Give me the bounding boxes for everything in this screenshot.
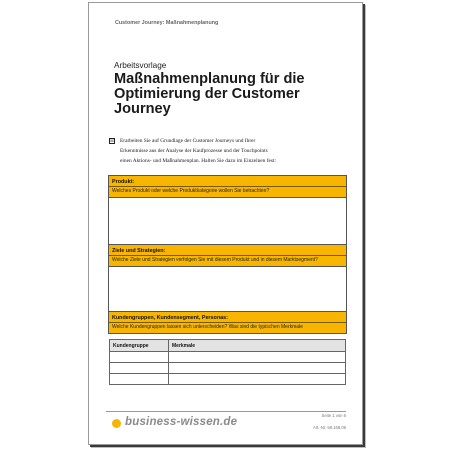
document-page	[88, 2, 363, 445]
checkbox-icon: ☒	[110, 138, 114, 143]
section-header	[108, 175, 347, 198]
section-question: Welches Produkt oder welche Produktkategorie wollen Sie betrachten?	[109, 186, 346, 195]
table-row	[110, 363, 346, 374]
section-ziele	[108, 244, 347, 318]
table-cell[interactable]	[169, 374, 346, 385]
table-cell[interactable]	[110, 352, 169, 363]
column-header-merkmale: Merkmale	[169, 340, 346, 352]
table-cell[interactable]	[169, 352, 346, 363]
intro-line: einen Aktions- und Maßnahmenplan. Halten Sie dazu im Einzelnen fest:	[120, 158, 276, 164]
article-number: Art.-Nr. 59.168.09	[312, 425, 346, 430]
kicker: Arbeitsvorlage	[114, 61, 167, 70]
table-cell[interactable]	[169, 363, 346, 374]
page-number: Seite 1 von 6	[321, 413, 346, 418]
table-cell[interactable]	[110, 374, 169, 385]
table-header-row	[110, 340, 346, 352]
section-question: Welche Ziele und Strategien verfolgen Sie mit diesem Produkt und in diesem Marktsegment?	[109, 255, 346, 264]
page-title: Maßnahmenplanung für die Optimierung der Customer Journey	[114, 71, 305, 117]
section-title: Ziele und Strategien:	[112, 248, 166, 254]
section-header	[108, 311, 347, 334]
column-header-kundengruppe: Kundengruppe	[110, 340, 169, 352]
logo-dot-icon	[112, 419, 121, 428]
footer-divider	[106, 411, 346, 412]
table-row	[110, 352, 346, 363]
answer-field[interactable]	[108, 198, 347, 249]
intro-text	[120, 136, 320, 166]
section-kundengruppen	[108, 311, 347, 334]
intro-line: Erarbeiten Sie auf Grundlage der Customer Journeys und Ihrer	[120, 138, 256, 144]
logo: business-wissen.de	[125, 416, 238, 428]
section-question: Welche Kundengruppen lassen sich unterscheiden? Was sind die typischen Merkmale	[109, 322, 346, 331]
section-title: Produkt:	[112, 179, 135, 185]
section-title: Kundengruppen, Kundensegment, Personas:	[112, 315, 228, 321]
table-cell[interactable]	[110, 363, 169, 374]
kundengruppen-table	[109, 339, 346, 385]
section-header	[108, 244, 347, 267]
table-row	[110, 374, 346, 385]
intro-line: Erkenntnisse aus der Analyse der Kaufprozesse und der Touchpoints	[120, 148, 268, 154]
running-head: Customer Journey: Maßnahmenplanung	[115, 20, 219, 26]
section-produkt	[108, 175, 347, 249]
